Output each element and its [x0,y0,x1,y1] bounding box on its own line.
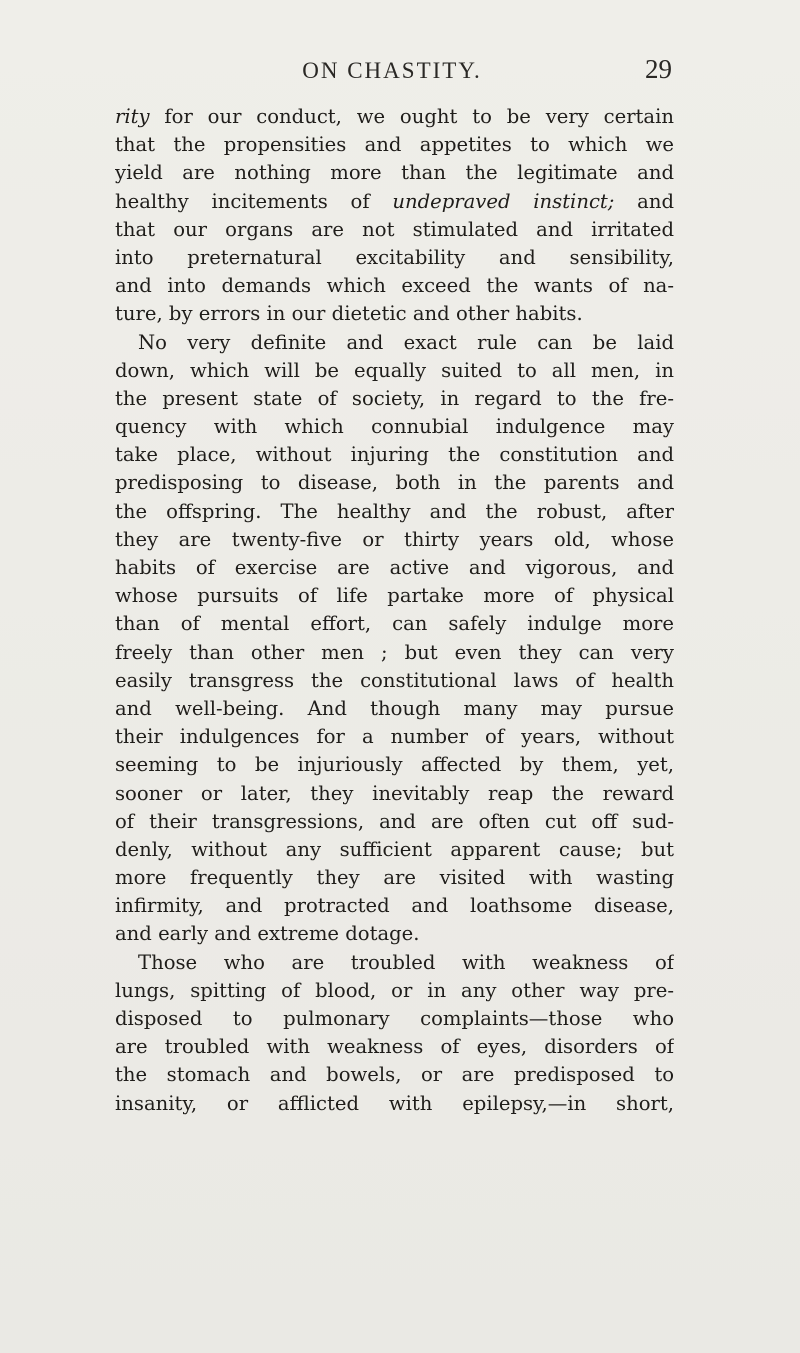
text-line [115,639,674,667]
text-run: predisposing to disease, both in the parents and [115,471,674,495]
text-line [115,329,674,357]
text-run: and well-being. And though many may pursue [115,696,674,720]
text-run: yield are nothing more than the legitimate and [115,161,674,185]
text-run: that our organs are not stimulated and irritated [115,217,674,241]
text-line [115,300,674,328]
text-line [115,216,674,244]
text-line [115,864,674,892]
text-run: Those who are troubled with weakness of [138,950,674,974]
body-text [115,103,674,1118]
text-line [115,949,674,977]
running-title: ON CHASTITY. [302,58,482,83]
text-run: whose pursuits of life partake more of physical [115,584,674,608]
text-line [115,582,674,610]
text-line [115,723,674,751]
text-line [115,244,674,272]
text-run: their indulgences for a number of years, without [115,725,674,749]
text-line [115,103,674,131]
text-line [115,188,674,216]
text-line [115,526,674,554]
text-run: into preternatural excitability and sensibility, [115,245,674,269]
text-run: disposed to pulmonary complaints—those who [115,1007,674,1030]
text-line [115,892,674,920]
text-line [115,808,674,836]
text-line [115,780,674,808]
text-run: and early and extreme dotage. [115,922,420,946]
running-head [112,52,672,92]
text-line [115,610,674,638]
text-run: sooner or later, they inevitably reap the reward [115,781,674,805]
text-run: down, which will be equally suited to all men, in [115,358,674,382]
text-line [115,441,674,469]
text-line [115,977,674,1005]
text-run: No very definite and exact rule can be laid [138,330,674,354]
text-run: they are twenty-five or thirty years old, whose [115,527,674,551]
text-line [115,272,674,300]
text-line [115,1005,674,1033]
text-run: the stomach and bowels, or are predisposed to [115,1063,674,1087]
text-run: are troubled with weakness of eyes, disorders of [115,1035,674,1059]
text-line [115,159,674,187]
text-line [115,920,674,948]
text-line [115,667,674,695]
text-line [115,751,674,779]
text-run: take place, without injuring the constitution and [115,443,674,467]
text-run: insanity, or afflicted with epilepsy,—in short, [115,1091,674,1115]
italic-run: undepraved instinct; [392,189,615,213]
text-run: and into demands which exceed the wants of na- [115,274,674,298]
text-line [115,1090,674,1118]
text-line [115,554,674,582]
text-run: quency with which connubial indulgence may [115,415,674,439]
text-run: and [614,189,674,213]
text-run: easily transgress the constitutional laws of health [115,668,674,692]
text-line [115,695,674,723]
text-line [115,131,674,159]
text-run: the offspring. The healthy and the robust, after [115,499,674,523]
text-line [115,836,674,864]
text-run: of their transgressions, and are often cut off sud- [115,809,674,833]
text-run: ture, by errors in our dietetic and other habits. [115,302,583,326]
page-number: 29 [645,54,672,84]
text-run: healthy incitements of [115,189,393,213]
text-line [115,469,674,497]
text-line [115,1033,674,1061]
italic-run: rity [115,105,150,128]
text-run: more frequently they are visited with wasting [115,866,674,890]
text-line [115,498,674,526]
text-run: that the propensities and appetites to which we [115,133,674,157]
text-run: the present state of society, in regard to the fre- [115,386,674,410]
text-run: lungs, spitting of blood, or in any other way pre- [115,978,674,1002]
text-run: freely than other men ; but even they can very [115,640,674,664]
text-run: denly, without any sufficient apparent cause; but [115,837,674,861]
text-line [115,385,674,413]
text-run: for our conduct, we ought to be very certain [149,105,674,128]
text-line [115,413,674,441]
text-line [115,1061,674,1089]
text-line [115,357,674,385]
text-run: infirmity, and protracted and loathsome disease, [115,894,674,918]
text-run: seeming to be injuriously affected by them, yet, [115,753,674,777]
text-run: habits of exercise are active and vigorous, and [115,556,674,579]
text-run: than of mental effort, can safely indulge more [115,612,674,636]
